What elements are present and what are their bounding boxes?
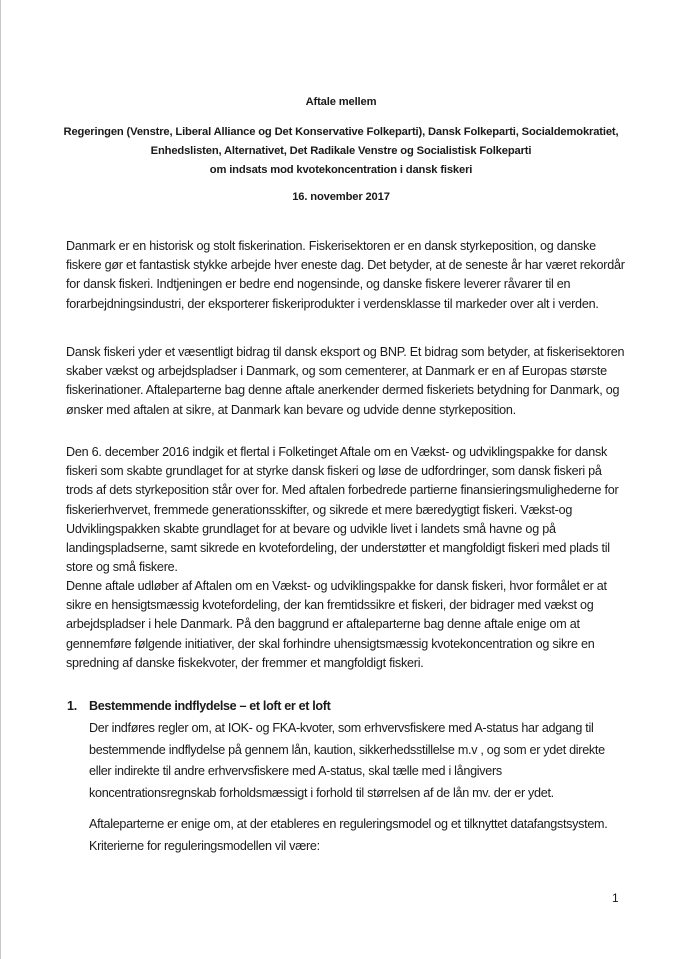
section-paragraph: Aftaleparterne er enige om, at der etableres en reguleringsmodel og et tilknyttet datafangstsystem. Kriterierne for reguleringsmodellen vil være: — [89, 817, 608, 853]
page-number: 1 — [612, 891, 619, 905]
paragraph-history: Den 6. december 2016 indgik et flertal i Folketinget Aftale om en Vækst- og udviklingspakke for dansk fiskeri som skabte grundlaget for at styrke dansk fiskeri og løse de udfordringer, som dansk fiskeri på trods af dets styrkeposition står over for. Med aftalen forbedrede partierne finansieringsmulighederne for fiskerierhvervet, fremmede generationsskifter, og sikrede et mere bæredygtigt fiskeri. Vækst-og Udviklingspakken skabte grundlaget for at bevare og udvikle livet i landets små havne og på landingspladserne, samt sikrede en kvotefordeling, der understøtter et mangfoldigt fiskeri med plads til store og små fiskere. — [66, 445, 619, 575]
section-number: 1. — [67, 699, 78, 713]
document-parties: Regeringen (Venstre, Liberal Alliance og Det Konservative Folkeparti), Dansk Folkeparti, Socialdemokratiet, Enhedslisten, Alternativet, Det Radikale Venstre og Socialistisk Folkeparti — [63, 126, 619, 157]
document-title: Aftale mellem — [305, 96, 377, 108]
section-paragraph: Der indføres regler om, at IOK- og FKA-kvoter, som erhvervsfiskere med A-status har adgang til bestemmende indflydelse på gennem lån, kaution, sikkerhedsstillelse m.v , og som er ydet direkte eller indirekte til andre erhvervsfiskere med A-status, skal tælle med i långivers koncentrationsregnskab forholdsmæssigt i forhold til størrelsen af de lån mv. der er ydet. — [89, 721, 605, 800]
document-subject: om indsats mod kvotekoncentration i dansk fiskeri — [209, 164, 473, 176]
paragraph-export: Dansk fiskeri yder et væsentligt bidrag til dansk eksport og BNP. Et bidrag som betyder, at fiskerisektoren skaber vækst og arbejdspladser i Danmark, og som cementerer, at Danmark er en af Europas største fiskerinationer. Aftaleparterne bag denne aftale anerkender dermed fiskeriets betydning for Danmark, og ønsker med aftalen at sikre, at Danmark kan bevare og udvide denne styrkeposition. — [66, 345, 625, 417]
document-date: 16. november 2017 — [292, 191, 390, 203]
paragraph-intro: Danmark er en historisk og stolt fiskerination. Fiskerisektoren er en dansk styrkeposition, og danske fiskere gør et fantastisk stykke arbejde hver eneste dag. Det betyder, at de seneste år har været rekordår for dansk fiskeri. Indtjeningen er bedre end nogensinde, og danske fiskere leverer råvarer til en forarbejdningsindustri, der eksporterer fiskeriprodukter i verdensklasse til markeder over alt i verden. — [66, 239, 625, 311]
paragraph-purpose: Denne aftale udløber af Aftalen om en Vækst- og udviklingspakke for dansk fiskeri, hvor formålet er at sikre en hensigtsmæssig kvotefordeling, der kan fremtidssikre et fiskeri, der bidrager med vækst og arbejdspladser i hele Danmark. På den baggrund er aftaleparterne bag denne aftale enige om at gennemføre følgende initiativer, der skal forhindre uhensigtsmæssig kvotekoncentration og sikre en spredning af danske fiskekvoter, der fremmer et mangfoldigt fiskeri. — [66, 579, 607, 670]
section-heading: Bestemmende indflydelse – et loft er et loft — [89, 699, 331, 713]
